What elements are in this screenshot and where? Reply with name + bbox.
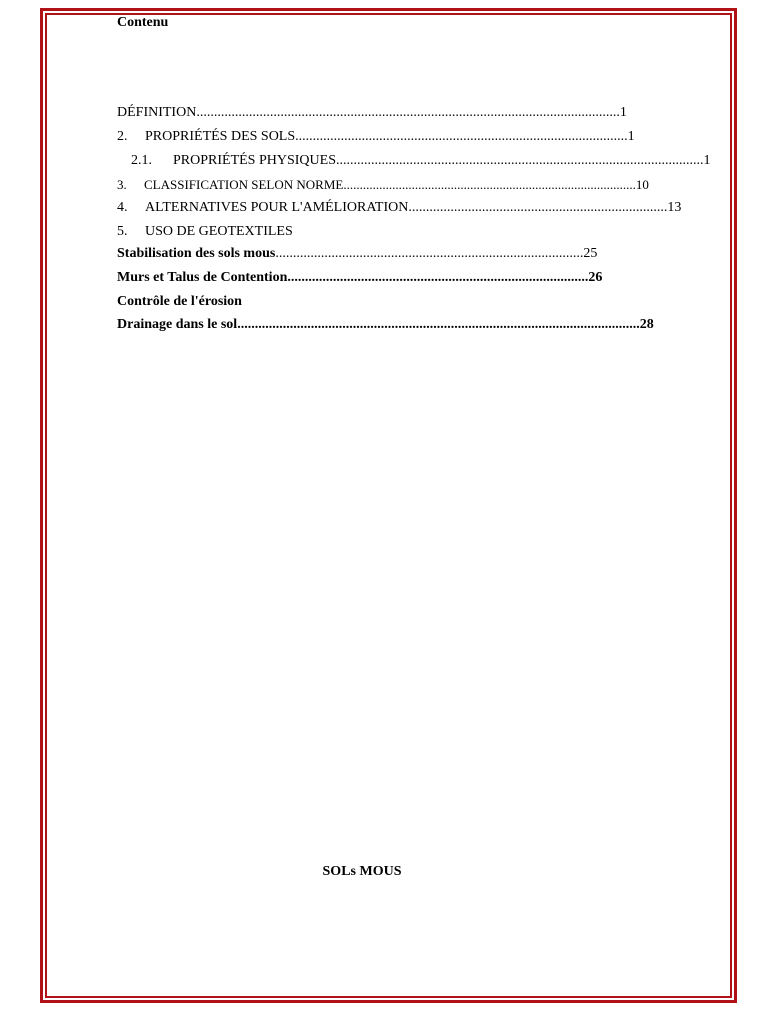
toc-entry-title: Stabilisation des sols mous [117,246,276,261]
toc-entry-page: 1 [619,105,627,120]
toc-entry-title: PROPRIÉTÉS PHYSIQUES [173,153,336,168]
toc-entry-stabilisation[interactable] [117,245,597,263]
toc-entry-number: 2. [117,129,128,144]
toc-entry-proprietes-des-sols[interactable] [117,128,635,146]
toc-entry-leader: .......................................................................... [408,200,668,215]
toc-entry-drainage[interactable] [117,316,654,334]
toc-entry-definition[interactable] [117,104,627,122]
toc-entry-page: 1 [627,129,635,144]
toc-entry-classification[interactable] [117,176,649,194]
toc-entry-leader: ......................................................................................................................... [196,105,620,120]
toc-entry-title: ALTERNATIVES POUR L'AMÉLIORATION [145,200,409,215]
toc-entry-title: Drainage dans le sol [117,317,238,332]
toc-entry-leader: .......................................................................................... [343,177,636,192]
toc-entry-number: 3. [117,177,127,192]
toc-entry-leader: ...................................................................................... [287,270,589,285]
toc-entry-title: DÉFINITION [117,105,197,120]
toc-entry-page: 25 [583,246,598,261]
page-heading-wrapper [0,863,768,881]
toc-entry-page: 1 [703,153,711,168]
toc-entry-title: USO DE GEOTEXTILES [145,224,293,239]
toc-entry-number: 5. [117,224,128,239]
toc-entry-page: 28 [639,317,654,332]
toc-entry-murs-et-talus[interactable] [117,269,602,287]
toc-entry-page: 10 [635,177,649,192]
toc-entry-leader: ........................................................................................ [275,246,584,261]
toc-entry-proprietes-physiques[interactable] [131,152,710,170]
toc-entry-leader: ............................................................................................... [295,129,628,144]
toc-title: Contenu [117,15,169,30]
toc-entry-geotextiles[interactable] [117,223,293,241]
toc-entry-title: Murs et Talus de Contention [117,270,288,285]
toc-entry-title: Contrôle de l'érosion [117,294,242,309]
toc-entry-alternatives[interactable] [117,199,681,217]
toc-entry-page: 13 [667,200,682,215]
toc-entry-number: 4. [117,200,128,215]
toc-entry-page: 26 [588,270,603,285]
toc-entry-controle-erosion[interactable] [117,293,242,311]
toc-entry-title: PROPRIÉTÉS DES SOLS [145,129,296,144]
toc-entry-leader: ................................................................................................................... [237,317,640,332]
toc-entry-leader: ......................................................................................................... [335,153,704,168]
toc-entry-title: CLASSIFICATION SELON NORME [144,177,344,192]
page-heading: SOLs MOUS [322,864,402,879]
toc-entry-number: 2.1. [131,153,152,168]
